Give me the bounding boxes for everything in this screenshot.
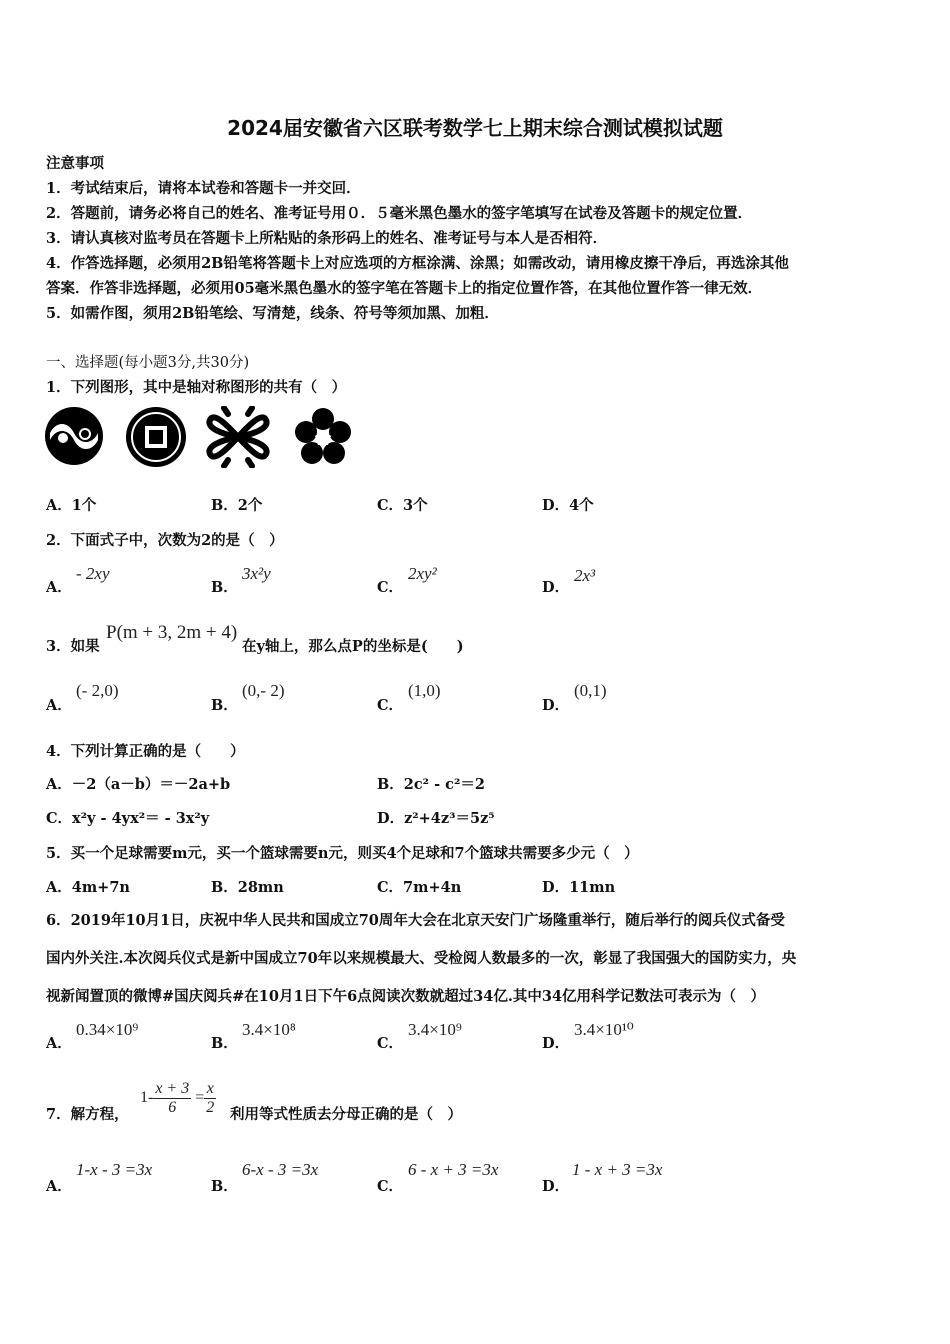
notice-item: 1．考试结束后，请将本试卷和答题卡一并交回． [46,180,361,197]
option-b-label: B． [211,1178,238,1195]
eq-equals: = [195,1089,205,1107]
notice-item: 3．请认真核对监考员在答题卡上所粘贴的条形码上的姓名、准考证号与本人是否相符． [46,230,608,247]
option-b-label: B． [211,697,238,714]
option-c-expr: 2xy² [408,564,437,583]
option-d-label: D． [542,1035,570,1052]
option-a-label: A． [46,1178,72,1195]
option-b: B．28mn [211,879,284,896]
option-d-label: D． [542,1178,570,1195]
option-a: A．－2（a－b）＝－2a+b [46,776,231,793]
option-c-expr: 6 - x + 3 =3x [408,1160,499,1179]
question-3-pre: 3．如果 [46,638,100,655]
option-b-expr: 6-x - 3 =3x [242,1160,319,1179]
option-d-label: D． [542,579,570,596]
option-b-expr: 3x²y [242,564,271,583]
option-b-expr: 3.4×10⁸ [242,1020,296,1039]
option-c: C．7m+4n [377,879,462,896]
question-5-stem: 5．买一个足球需要m元，买一个篮球需要n元，则买4个足球和7个篮球共需要多少元（ ） [46,845,639,862]
eq-num1: x + 3 [155,1080,190,1097]
option-a-expr: 1-x - 3 =3x [76,1160,153,1179]
question-6-line: 视新闻置顶的微博#国庆阅兵#在10月1日下午6点阅读次数就超过34亿.其中34亿用科学记数法可表示为（ ） [46,988,766,1005]
option-c: C．3个 [377,497,428,514]
option-a-label: A． [46,579,72,596]
four-loop-knot-icon [204,406,272,468]
option-d: D．z²+4z³＝5z⁵ [377,810,495,827]
option-a: A．1个 [46,497,97,514]
option-b-expr: (0,- 2) [242,681,285,700]
option-a-expr: 0.34×10⁹ [76,1020,139,1039]
notice-item: 答案．作答非选择题，必须用05毫米黑色墨水的签字笔在答题卡上的指定位置作答，在其他位置作答一律无效． [46,280,763,297]
question-7-pre: 7．解方程， [46,1106,129,1123]
option-c-label: C． [377,697,404,714]
question-6-line: 国内外关注.本次阅兵仪式是新中国成立70年以来规模最大、受检阅人数最多的一次，彰显了我国强大的国防实力，央 [46,950,797,967]
option-c-expr: (1,0) [408,681,441,700]
square-in-circle-icon [125,406,187,468]
question-6-line: 6．2019年10月1日，庆祝中华人民共和国成立70周年大会在北京天安门广场隆重举行，随后举行的阅兵仪式备受 [46,912,785,929]
option-b-label: B． [211,1035,238,1052]
eq-num2: x [204,1080,216,1099]
option-d-expr: 1 - x + 3 =3x [572,1160,663,1179]
option-d: D．4个 [542,497,594,514]
notice-item: 2．答题前，请务必将自己的姓名、准考证号用０．５毫米黑色墨水的签字笔填写在试卷及答题卡的规定位置． [46,205,753,222]
option-d-expr: 3.4×10¹⁰ [574,1020,634,1039]
option-c-label: C． [377,1178,404,1195]
page-title: 2024届安徽省六区联考数学七上期末综合测试模拟试题 [227,116,723,140]
eq-den2: 2 [206,1098,215,1116]
section-heading: 一、选择题(每小题3分,共30分) [46,355,250,371]
question-2-stem: 2．下面式子中，次数为2的是（ ） [46,532,284,549]
yin-yang-swirl-icon [44,405,104,467]
question-3-post: 在y轴上，那么点P的坐标是( ) [242,638,464,655]
option-b-label: B． [211,579,238,596]
option-d-label: D． [542,697,570,714]
notice-item: 5．如需作图，须用2B铅笔绘、写清楚，线条、符号等须加黑、加粗． [46,305,499,322]
question-7-equation [140,1080,216,1116]
option-c-label: C． [377,1035,404,1052]
option-d-expr: (0,1) [574,681,607,700]
option-a-expr: - 2xy [76,564,110,583]
option-a-label: A． [46,697,72,714]
notice-heading: 注意事项 [46,155,104,172]
five-petal-flower-icon [292,406,354,468]
option-b: B．2个 [211,497,263,514]
option-c-label: C． [377,579,404,596]
question-1-stem: 1．下列图形，其中是轴对称图形的共有（ ） [46,379,347,396]
option-d-expr: 2x³ [574,566,596,585]
option-c: C．x²y - 4yx²＝ - 3x²y [46,810,210,827]
notice-item: 4．作答选择题，必须用2B铅笔将答题卡上对应选项的方框涂满、涂黑；如需改动，请用橡皮擦干净后，再选涂其他 [46,255,789,272]
option-a: A．4m+7n [46,879,130,896]
question-3-point: P(m + 3, 2m + 4) [106,622,238,643]
option-d: D．11mn [542,879,616,896]
question-7-post: 利用等式性质去分母正确的是（ ） [230,1106,462,1123]
option-a-expr: (- 2,0) [76,681,119,700]
eq-den1: 6 [168,1098,177,1116]
option-b: B．2c² - c²＝2 [377,776,485,793]
option-a-label: A． [46,1035,72,1052]
option-c-expr: 3.4×10⁹ [408,1020,462,1039]
question-4-stem: 4．下列计算正确的是（ ） [46,743,245,760]
eq-one: 1- [140,1089,154,1107]
